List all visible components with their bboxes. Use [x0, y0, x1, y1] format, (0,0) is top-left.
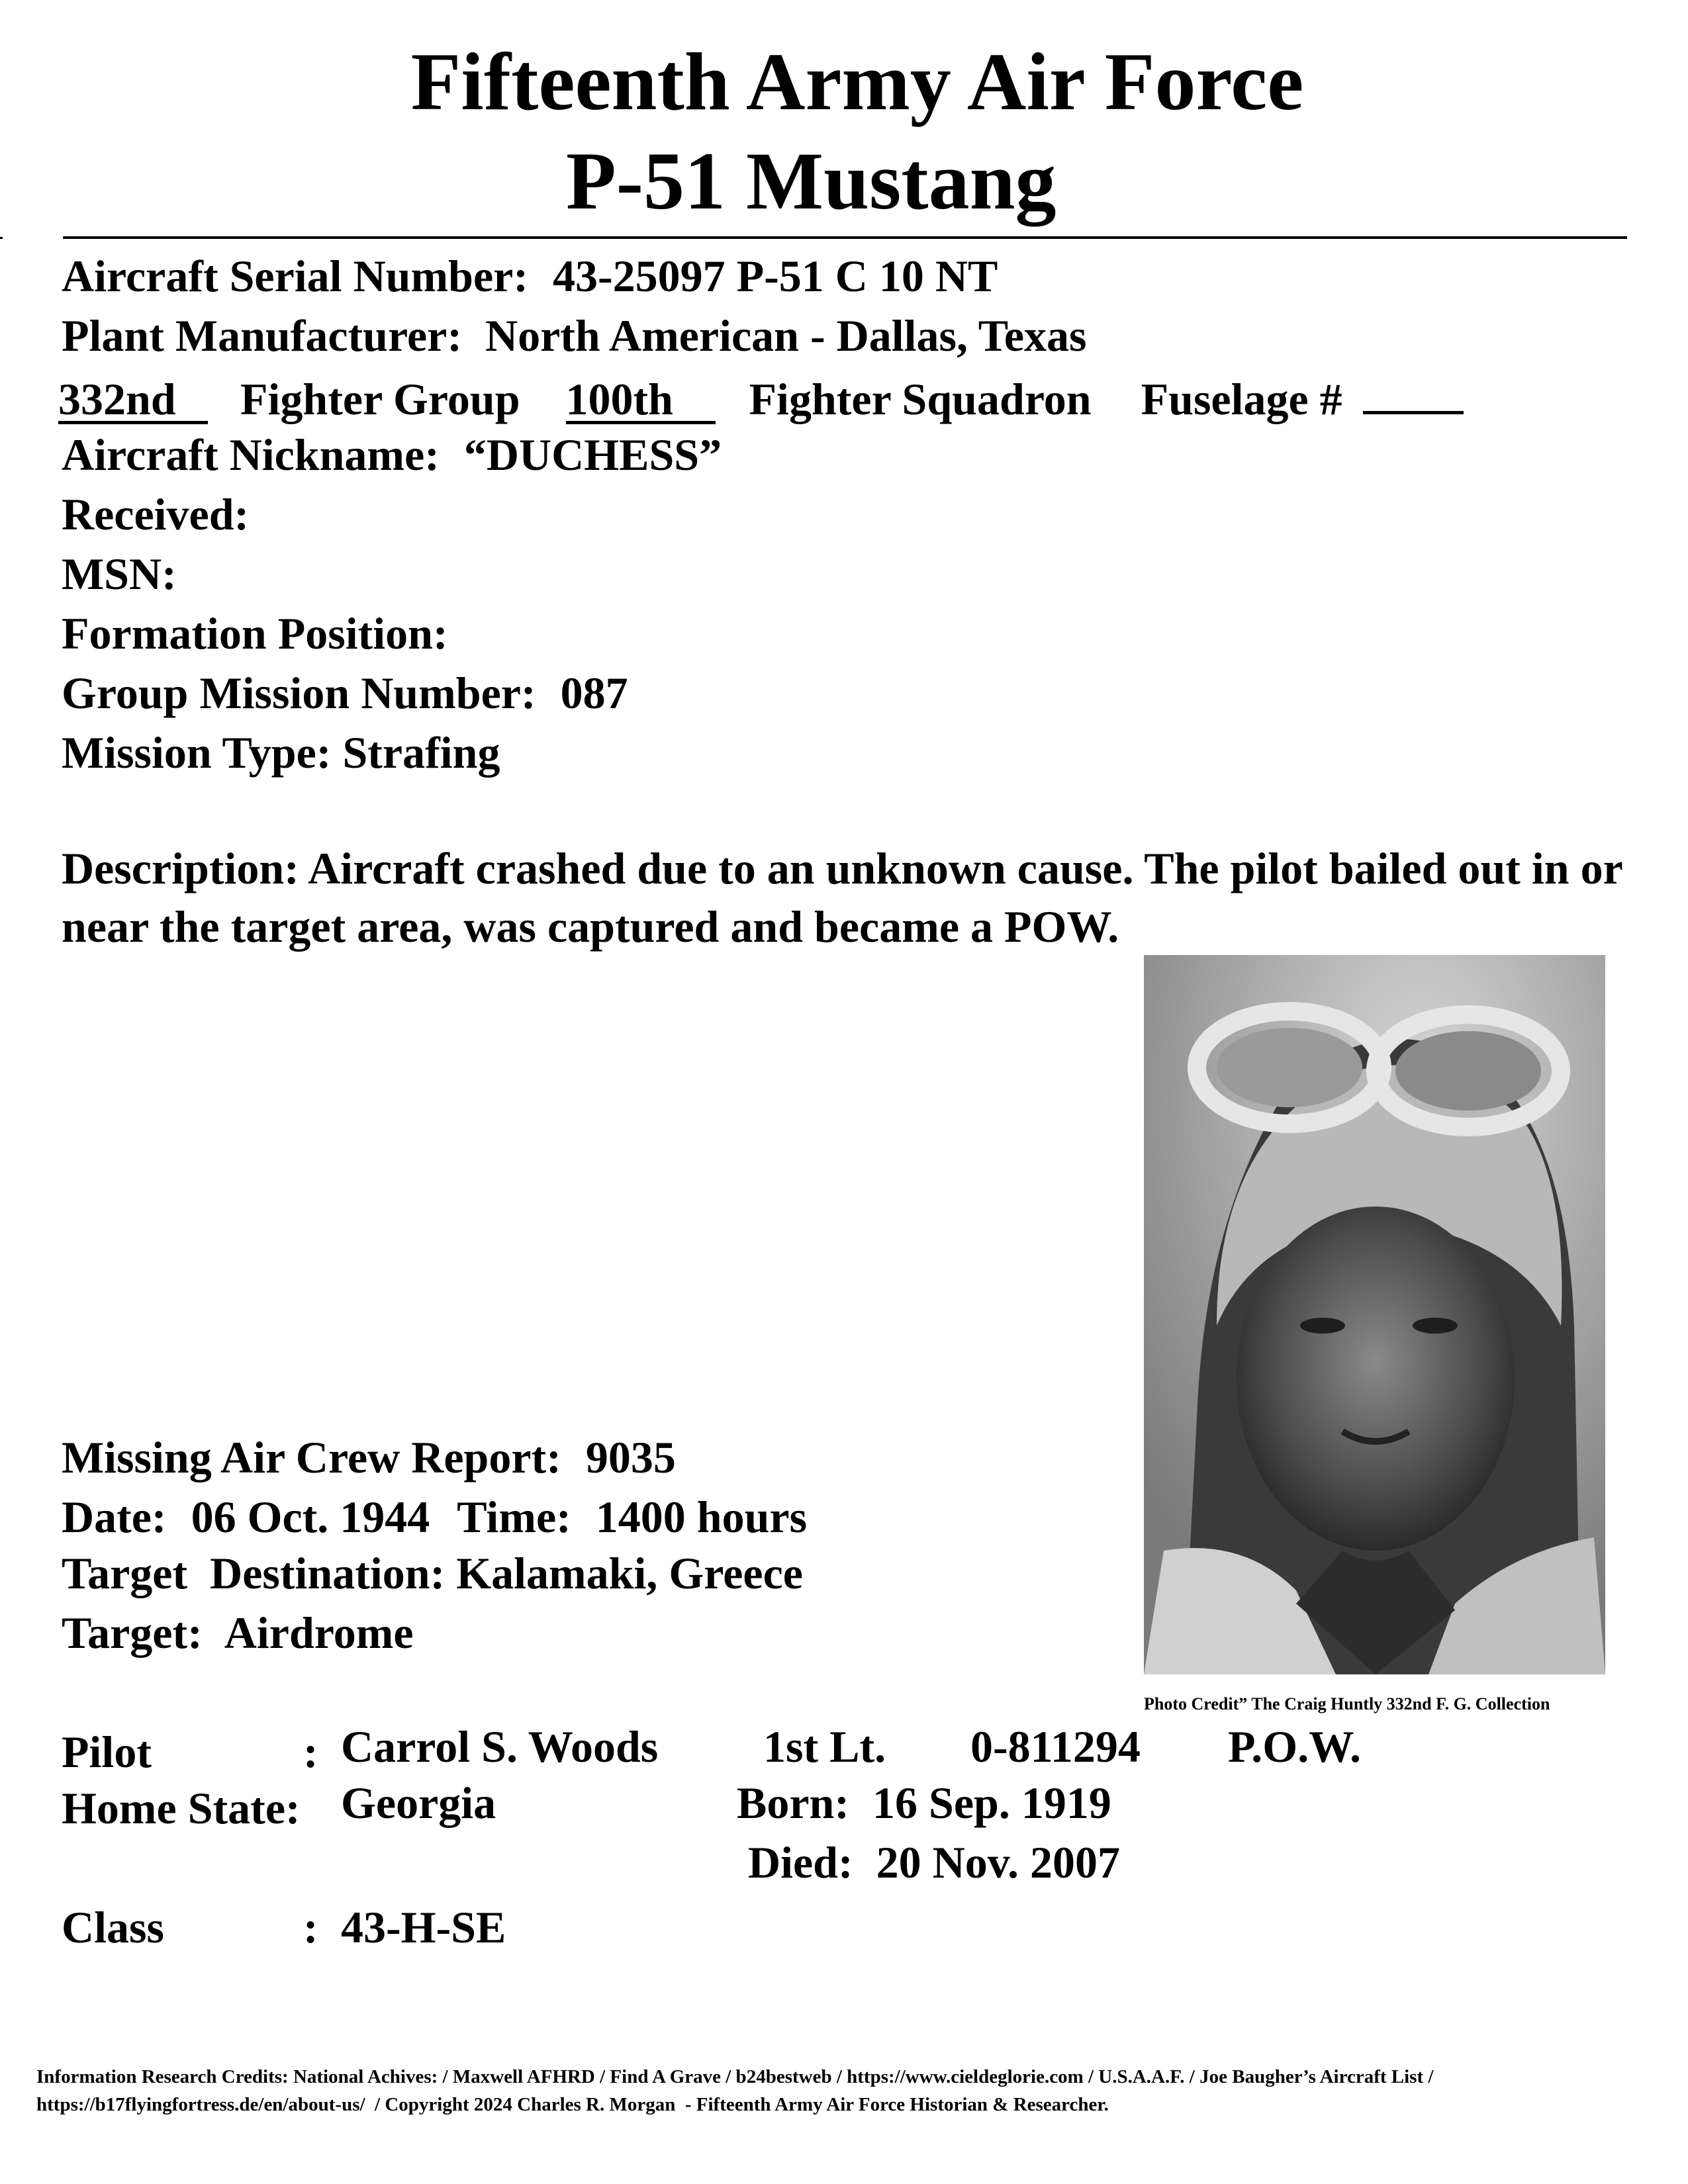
unit-row: [58, 373, 1464, 424]
macr-row: [62, 1432, 676, 1482]
group-mission-value: 087: [560, 668, 628, 718]
died-label: Died:: [748, 1837, 853, 1888]
class-value: 43-H-SE: [341, 1902, 506, 1952]
date-time-row: [62, 1492, 808, 1542]
description: [62, 839, 1650, 956]
pilot-sep: :: [303, 1727, 318, 1777]
born-label: Born:: [737, 1778, 849, 1828]
pilot-serial: 0-811294: [970, 1721, 1141, 1772]
fuselage-value: [1363, 373, 1464, 414]
born-row: [737, 1778, 1111, 1828]
destination-value: Kalamaki, Greece: [456, 1548, 803, 1598]
time-value: 1400 hours: [595, 1492, 808, 1542]
squadron-label: Fighter Squadron: [749, 374, 1092, 424]
home-state-value: Georgia: [341, 1778, 496, 1828]
group-value: 332nd: [58, 378, 208, 424]
group-label: Fighter Group: [240, 374, 520, 424]
born-value: 16 Sep. 1919: [872, 1778, 1111, 1828]
home-state-label: Home State:: [62, 1783, 301, 1833]
class-sep: :: [303, 1902, 318, 1952]
footer-credits-line2: https://b17flyingfortress.de/en/about-us/ / Copyright 2024 Charles R. Morgan - Fifteenth Army Air Force Historian & Researcher.: [36, 2094, 1109, 2115]
pilot-rank: 1st Lt.: [763, 1721, 886, 1772]
date-value: 06 Oct. 1944: [191, 1492, 430, 1542]
group-mission-label: Group Mission Number:: [62, 668, 536, 718]
pilot-label: Pilot: [62, 1727, 152, 1777]
received-label: Received:: [62, 489, 250, 539]
serial-label: Aircraft Serial Number:: [62, 251, 528, 301]
serial-row: [62, 251, 998, 301]
mission-type-value: Strafing: [342, 727, 500, 778]
photo-credit: Photo Credit” The Craig Huntly 332nd F. G. Collection: [1144, 1694, 1550, 1713]
target-row: [62, 1608, 414, 1658]
target-value: Airdrome: [224, 1608, 414, 1658]
serial-value: 43-25097 P-51 C 10 NT: [552, 251, 998, 301]
pilot-status: P.O.W.: [1228, 1721, 1361, 1772]
nickname-label: Aircraft Nickname:: [62, 430, 440, 480]
page-title: Fifteenth Army Air Force: [410, 36, 1304, 127]
header-divider: [63, 236, 1627, 239]
time-label: Time:: [457, 1492, 571, 1542]
nickname-value: “DUCHESS”: [463, 430, 722, 480]
formation-label: Formation Position:: [62, 608, 448, 659]
mission-type-label: Mission Type:: [62, 727, 332, 778]
target-label: Target:: [62, 1608, 203, 1658]
msn-label: MSN:: [62, 549, 177, 599]
manufacturer-row: [62, 310, 1087, 361]
manufacturer-label: Plant Manufacturer:: [62, 310, 462, 361]
fuselage-label: Fuselage #: [1141, 374, 1342, 424]
destination-label: Target Destination:: [62, 1548, 445, 1598]
macr-label: Missing Air Crew Report:: [62, 1432, 561, 1482]
died-row: [748, 1837, 1121, 1888]
pilot-name: Carrol S. Woods: [341, 1721, 659, 1772]
macr-value: 9035: [585, 1432, 676, 1482]
page-subtitle: P-51 Mustang: [566, 136, 1056, 226]
description-label: Description:: [62, 843, 299, 893]
pilot-portrait-photo: [1144, 955, 1605, 1674]
died-value: 20 Nov. 2007: [876, 1837, 1121, 1888]
date-label: Date:: [62, 1492, 167, 1542]
portrait-icon: [1144, 955, 1605, 1674]
manufacturer-value: North American - Dallas, Texas: [485, 310, 1087, 361]
footer-credits-line1: Information Research Credits: National Achives: / Maxwell AFHRD / Find A Grave / b24bestweb / https://www.cieldeglorie.com / U.S.A.A.F. / Joe Baugher’s Aircraft List /: [36, 2066, 1434, 2087]
description-text: Aircraft crashed due to an unknown cause. The pilot bailed out in or near the target area, was captured and became a POW.: [62, 843, 1622, 952]
margin-mark: [0, 237, 3, 239]
destination-row: [62, 1548, 803, 1598]
group-mission-row: [62, 668, 628, 718]
class-label: Class: [62, 1902, 164, 1952]
nickname-row: [62, 430, 722, 480]
mission-type-row: [62, 727, 500, 778]
squadron-value: 100th: [566, 378, 716, 424]
